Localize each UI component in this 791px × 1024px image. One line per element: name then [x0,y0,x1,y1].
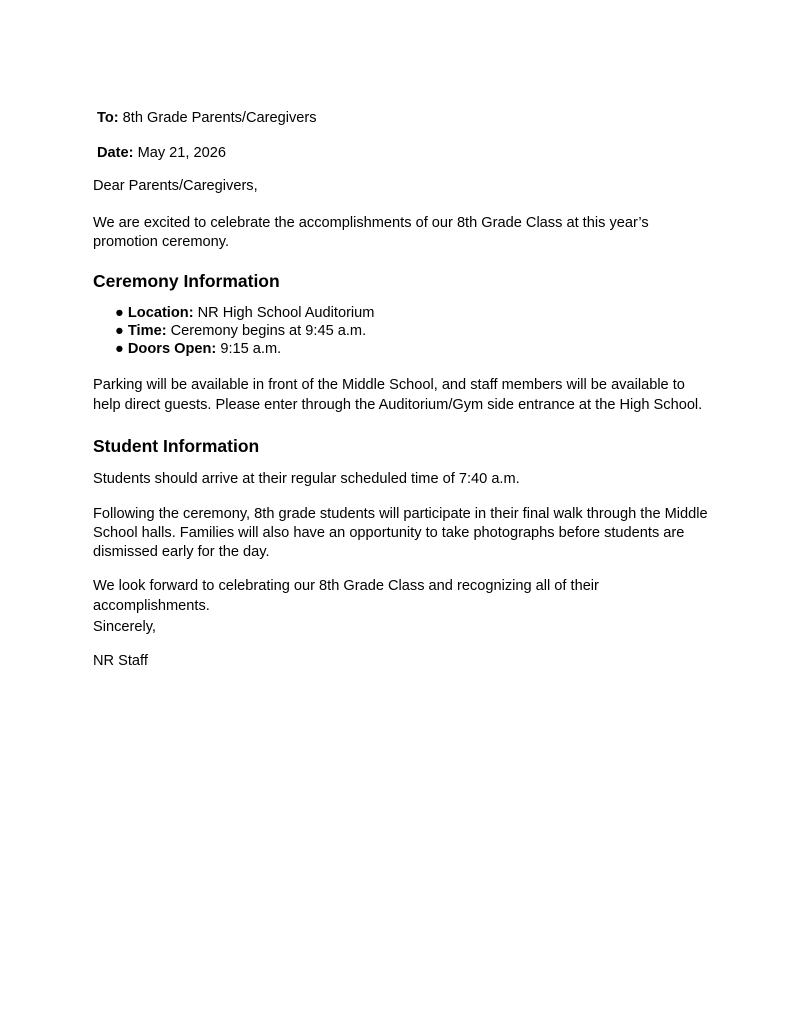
parking-line-1: Parking will be available in front of the Middle School, and staff members will be available to [93,377,685,393]
to-value: 8th Grade Parents/Caregivers [122,110,317,126]
signature: NR Staff [93,653,148,669]
arrival-text: Students should arrive at their regular scheduled time of 7:40 a.m. [93,471,520,487]
date-value: May 21, 2026 [137,145,226,161]
closing-line-1: We look forward to celebrating our 8th Grade Class and recognizing all of their [93,578,599,594]
list-item [115,322,374,340]
ceremony-list [115,304,374,358]
following-line-2: School halls. Families will also have an opportunity to take photographs before students are [93,525,685,541]
to-line [97,109,317,128]
time-label: Time: [127,323,167,339]
intro-line-1: We are excited to celebrate the accomplishments of our 8th Grade Class at this year’s [93,215,649,231]
doors-open-label: Doors Open: [127,341,217,357]
date-line [97,144,226,163]
list-item [115,304,374,322]
parking-line-2: help direct guests. Please enter through the Auditorium/Gym side entrance at the High School. [93,397,703,413]
salutation: Dear Parents/Caregivers, [93,178,258,194]
ceremony-heading: Ceremony Information [93,271,280,291]
location-label: Location: [127,305,194,321]
bullet-icon: ● [115,341,124,357]
doors-open-value: 9:15 a.m. [220,341,282,357]
bullet-icon: ● [115,305,124,321]
following-line-3: dismissed early for the day. [93,544,270,560]
signoff: Sincerely, [93,619,156,635]
time-value: Ceremony begins at 9:45 a.m. [170,323,367,339]
closing-line-2: accomplishments. [93,598,210,614]
location-value: NR High School Auditorium [197,305,375,321]
bullet-icon: ● [115,323,124,339]
following-line-1: Following the ceremony, 8th grade students will participate in their final walk through the Middle [93,506,708,522]
to-label: To: [97,110,119,126]
intro-line-2: promotion ceremony. [93,234,229,250]
student-heading: Student Information [93,436,260,456]
list-item [115,340,374,358]
date-label: Date: [97,145,134,161]
